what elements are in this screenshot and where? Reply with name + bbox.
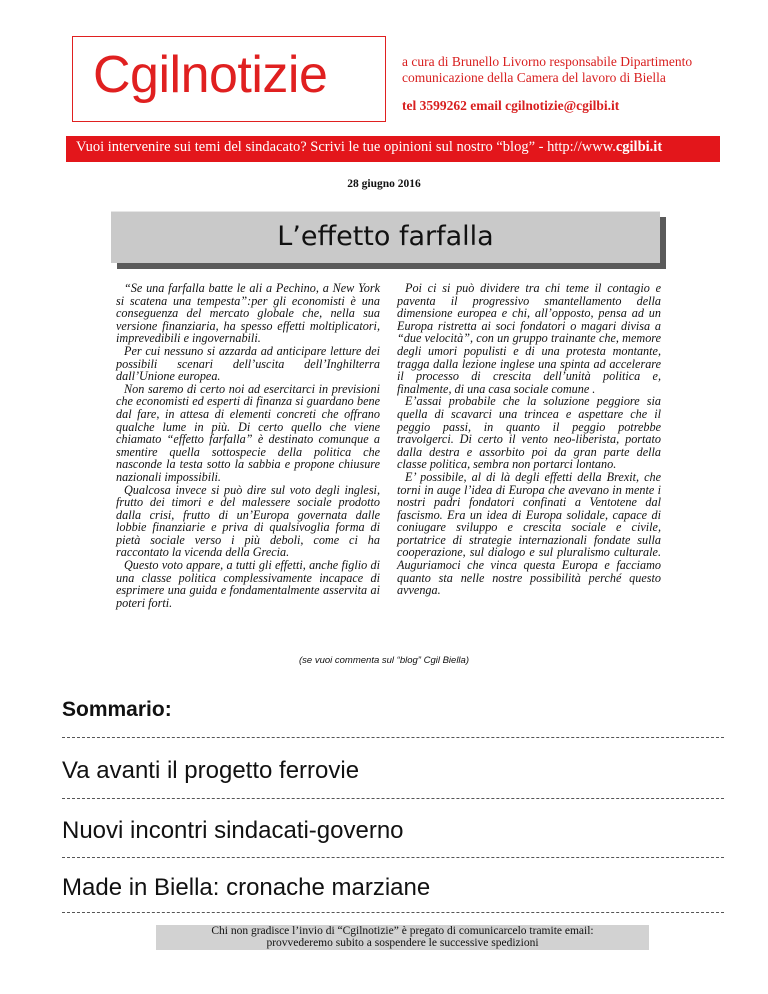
paragraph: Non saremo di certo noi ad esercitarci in previsioni che economisti ed esperti di finanza si guardano bene dal fare, in attesa di elementi concreti che offrano qualche lume in più. Di certo quello che viene chiamato “effetto farfalla” è destinato comunque a smentire quella sottospecie della politica che nasconde la testa sotto la sabbia e propone chiusure nazionali impossibili.: [116, 381, 380, 484]
sommario-item[interactable]: Made in Biella: cronache marziane: [62, 874, 431, 901]
paragraph: Qualcosa invece si può dire sul voto degli inglesi, frutto dei timori e del malessere sociale prodotto dalla crisi, frutto di un’Europa governata dalle lobbie finanziarie e priva di qualsivoglia forma di pietà sociale verso i più deboli, come ci ha raccontato la vicenda della Grecia.: [116, 482, 380, 560]
article-title: L’effetto farfalla: [277, 221, 494, 252]
blog-comment-note[interactable]: (se vuoi commenta sul “blog” Cgil Biella): [298, 655, 469, 666]
article-column-left: [116, 282, 380, 609]
divider: [62, 912, 724, 913]
paragraph: “Se una farfalla batte le ali a Pechino, a New York si scatena una tempesta”:per gli economisti è una conseguenza del mercato globale che, nella sua versione finanziaria, ha spesso effetti moltiplicatori, imprevedibili e ingovernabili.: [116, 281, 380, 346]
paragraph: Per cui nessuno si azzarda ad anticipare letture dei possibili scenari dell’uscita dell’Inghilterra dall’Unione europea.: [116, 343, 380, 384]
sommario-heading: Sommario:: [62, 698, 172, 721]
divider: [62, 737, 724, 738]
sommario-item[interactable]: Va avanti il progetto ferrovie: [62, 757, 360, 784]
banner-message: Vuoi intervenire sui temi del sindacato? Scrivi le tue opinioni sul nostro “blog” - http://www.: [76, 139, 616, 155]
unsubscribe-notice: [156, 925, 649, 950]
divider: [62, 798, 724, 799]
unsubscribe-line-2: provvederemo subito a sospendere le successive spedizioni: [266, 937, 539, 949]
banner-text: [76, 139, 662, 156]
logo-box: [72, 36, 386, 122]
article-column-right: [397, 282, 661, 597]
contact-info: tel 3599262 email cgilnotizie@cgilbi.it: [402, 98, 620, 113]
blog-link[interactable]: cgilbi.it: [615, 139, 663, 155]
divider: [62, 857, 724, 858]
paragraph: E’assai probabile che la soluzione peggiore sia quella di scavarci una trincea e aspettare che il peggio passi, in quanto il peggio potrebbe travolgerci. Di certo il vento neo-liberista, portato dalla destra e assorbito poi da gran parte della classe politica, sembra non portarci lontano.: [397, 394, 661, 472]
paragraph: Questo voto appare, a tutti gli effetti, anche figlio di una classe politica complessivamente incapace di esprimere una guida e fondamentalmente asservita ai poteri forti.: [116, 558, 380, 610]
article-title-box: [111, 211, 660, 263]
paragraph: Poi ci si può dividere tra chi teme il contagio e paventa il progressivo smantellamento della dimensione europea e chi, all’opposto, pensa ad un Europa ristretta ai soci fondatori o magari divisa a “due velocità”, con un gruppo trainante che, memore degli umori populisti e di una protesta montante, tragga dalla lezione inglese una spinta ad accelerare il processo di crescita dell’unità politica e, finalmente, di una casa sociale comune .: [397, 281, 661, 396]
blog-banner: [66, 136, 720, 162]
paragraph: E’ possibile, al di là degli effetti della Brexit, che torni in auge l’idea di Europa che avevano in mente i nostri padri fondatori confinati a Ventotene dal fascismo. Era un idea di Europa solidale, capace di coniugare sviluppo e crescita sociale e civile, portatrice di strategie internazionali fondate sulla cooperazione, sul dialogo e sul pluralismo culturale. Auguriamoci che vinca questa Europa e facciamo quanto sta nelle nostre possibilità perché questo avvenga.: [397, 469, 661, 598]
unsubscribe-line-1: Chi non gradisce l’invio di “Cgilnotizie” è pregato di comunicarcelo tramite email:: [211, 925, 594, 937]
logo: Cgilnotizie: [93, 46, 328, 104]
sommario-item[interactable]: Nuovi incontri sindacati-governo: [62, 817, 404, 844]
issue-date: 28 giugno 2016: [347, 178, 421, 190]
credits-text: a cura di Brunello Livorno responsabile Dipartimento comunicazione della Camera del lavoro di Biella: [402, 54, 693, 85]
